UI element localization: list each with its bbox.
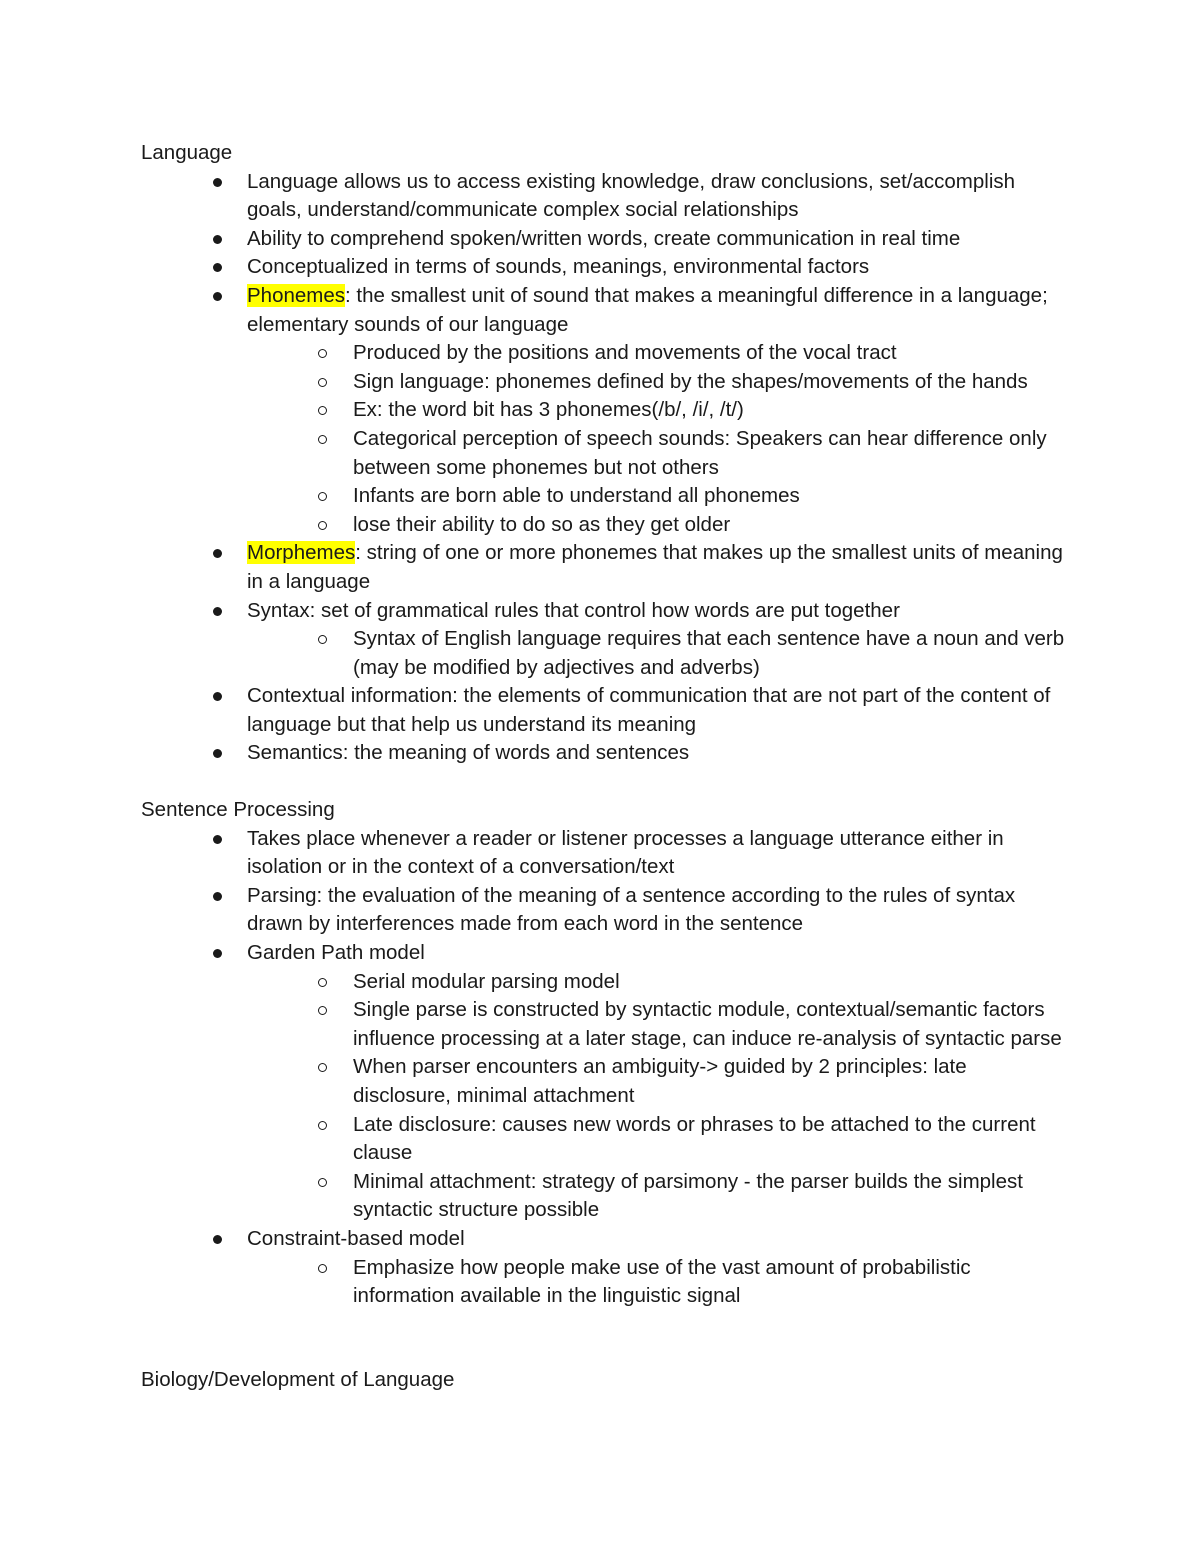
sub-list-item (353, 1053, 1067, 1110)
section-heading: Language (141, 141, 233, 164)
list-item (0, 939, 1067, 1225)
list-item (0, 282, 1067, 539)
sub-item-text: Produced by the positions and movements of the vocal tract (353, 341, 897, 365)
sub-item-text: Emphasize how people make use of the vast amount of probabilistic information available in the linguistic signal (353, 1255, 971, 1308)
hollow-bullet-icon (318, 406, 327, 415)
bullet-icon (213, 1235, 222, 1244)
item-text: Contextual information: the elements of communication that are not part of the content of language but that help us understand its meaning (247, 684, 1051, 736)
hollow-bullet-icon (318, 1264, 327, 1273)
bullet-list (0, 168, 1200, 768)
bullet-icon (213, 235, 222, 244)
sub-item-text: Ex: the word bit has 3 phonemes(/b/, /i/, /t/) (353, 398, 744, 422)
list-item (0, 539, 1067, 596)
hollow-bullet-icon (318, 521, 327, 530)
list-item (0, 597, 1067, 683)
hollow-bullet-icon (318, 1121, 327, 1130)
item-text: : the smallest unit of sound that makes a meaningful difference in a language; elementary sounds of our language (247, 283, 1048, 336)
sub-item-text: Sign language: phonemes defined by the shapes/movements of the hands (353, 369, 1028, 393)
sub-item-text: Minimal attachment: strategy of parsimony - the parser builds the simplest syntactic structure possible (353, 1169, 1023, 1222)
hollow-bullet-icon (318, 978, 327, 987)
sub-list-item (353, 1111, 1067, 1168)
sub-item-text: Single parse is constructed by syntactic module, contextual/semantic factors influence processing at a later stage, can induce re-analysis of syntactic parse (353, 998, 1062, 1050)
bullet-icon (213, 178, 222, 187)
sub-list-item (353, 482, 1067, 511)
sub-list-item (353, 968, 1067, 997)
list-item (0, 168, 1067, 225)
bullet-list (0, 825, 1200, 1311)
highlighted-term: Morphemes (247, 541, 356, 565)
item-text: Takes place whenever a reader or listener processes a language utterance either in isolation or in the context of a conversation/text (247, 826, 1004, 879)
sub-item-text: Serial modular parsing model (353, 969, 620, 993)
sub-list-item (353, 511, 1067, 540)
sub-item-text: Infants are born able to understand all phonemes (353, 484, 800, 508)
sub-item-text: Categorical perception of speech sounds: Speakers can hear difference only between some phonemes but not others (353, 426, 1047, 479)
item-text: Garden Path model (247, 940, 425, 964)
bullet-icon (213, 607, 222, 616)
sub-list (247, 1254, 1067, 1311)
item-text: Parsing: the evaluation of the meaning of a sentence according to the rules of syntax drawn by interferences made from each word in the sentence (247, 883, 1016, 936)
bullet-icon (213, 949, 222, 958)
hollow-bullet-icon (318, 435, 327, 444)
sub-list-item (353, 1168, 1067, 1225)
sub-list-item (353, 396, 1067, 425)
bullet-icon (213, 549, 222, 558)
sub-list-item (353, 996, 1067, 1053)
hollow-bullet-icon (318, 1178, 327, 1187)
sub-list (247, 339, 1067, 539)
sub-list-item (353, 625, 1067, 682)
sub-item-text: Late disclosure: causes new words or phrases to be attached to the current clause (353, 1112, 1036, 1165)
sub-list (247, 968, 1067, 1225)
item-text: Syntax: set of grammatical rules that control how words are put together (247, 598, 900, 622)
sub-list-item (353, 1254, 1067, 1311)
hollow-bullet-icon (318, 349, 327, 358)
hollow-bullet-icon (318, 378, 327, 387)
item-text: Ability to comprehend spoken/written words, create communication in real time (247, 226, 961, 250)
bullet-icon (213, 835, 222, 844)
list-item (0, 882, 1067, 939)
bullet-icon (213, 292, 222, 301)
hollow-bullet-icon (318, 635, 327, 644)
sub-list-item (353, 425, 1067, 482)
section-heading: Sentence Processing (141, 798, 335, 821)
sub-item-text: lose their ability to do so as they get older (353, 512, 731, 536)
highlighted-term: Phonemes (247, 283, 346, 307)
sub-item-text: Syntax of English language requires that each sentence have a noun and verb (may be modified by adjectives and adverbs) (353, 627, 1065, 679)
section-heading: Biology/Development of Language (141, 1368, 455, 1391)
sub-list (247, 625, 1067, 682)
list-item (0, 253, 1067, 282)
list-item (0, 825, 1067, 882)
list-item (0, 1225, 1067, 1311)
bullet-icon (213, 692, 222, 701)
bullet-icon (213, 749, 222, 758)
sub-item-text: When parser encounters an ambiguity-> guided by 2 principles: late disclosure, minimal attachment (353, 1055, 967, 1107)
item-text: Conceptualized in terms of sounds, meanings, environmental factors (247, 255, 870, 279)
list-item (0, 682, 1067, 739)
bullet-icon (213, 892, 222, 901)
bullet-icon (213, 263, 222, 272)
sub-list-item (353, 368, 1067, 397)
list-item (0, 739, 1067, 768)
item-text: Constraint-based model (247, 1226, 465, 1250)
hollow-bullet-icon (318, 1063, 327, 1072)
item-text: Semantics: the meaning of words and sentences (247, 741, 690, 765)
hollow-bullet-icon (318, 492, 327, 501)
list-item (0, 225, 1067, 254)
item-text: : string of one or more phonemes that makes up the smallest units of meaning in a language (247, 541, 1063, 593)
sub-list-item (353, 339, 1067, 368)
item-text: Language allows us to access existing knowledge, draw conclusions, set/accomplish goals, understand/communicate complex social relationships (247, 169, 1016, 222)
hollow-bullet-icon (318, 1006, 327, 1015)
